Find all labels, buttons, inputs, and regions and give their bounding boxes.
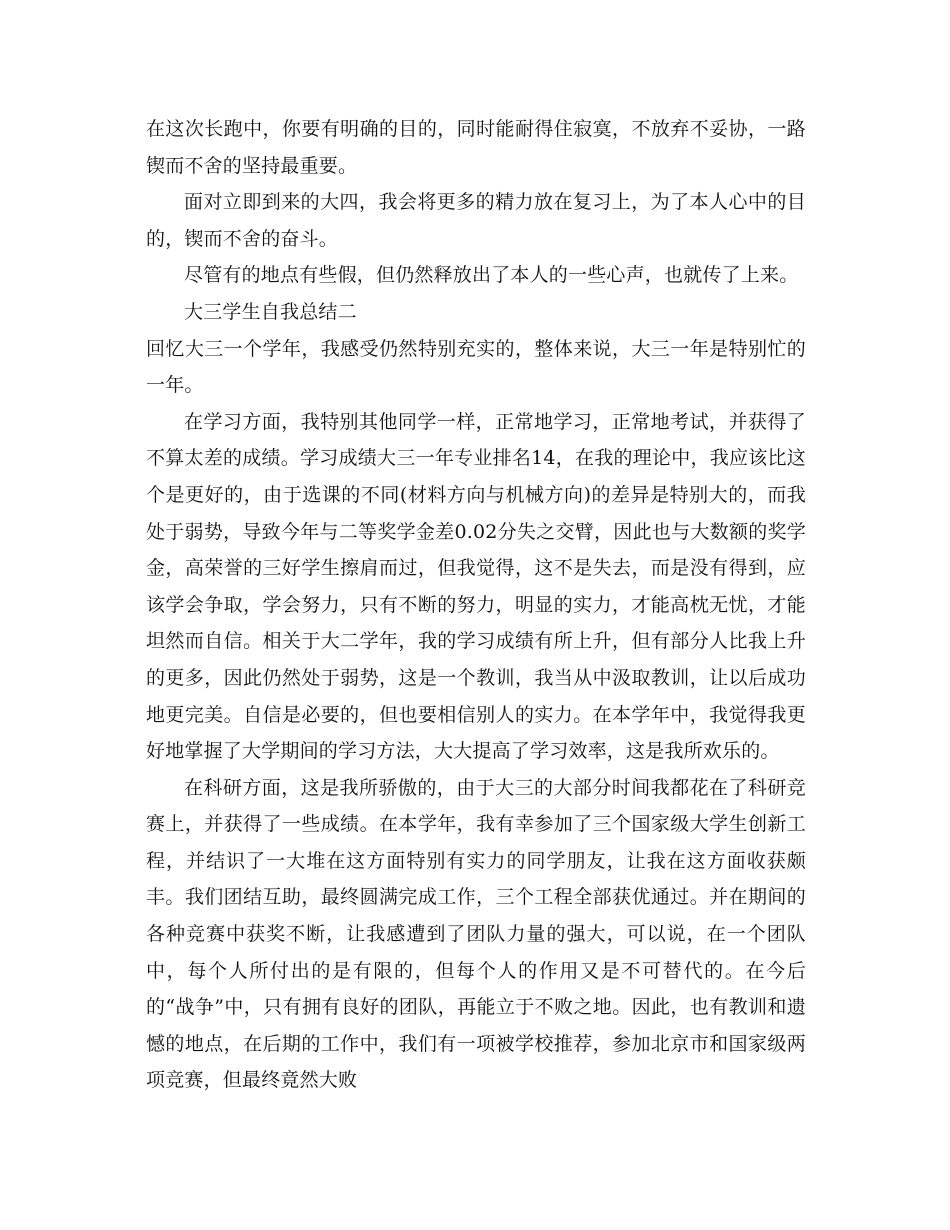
section-heading: 大三学生自我总结二 bbox=[184, 300, 357, 323]
paragraph-3: 尽管有的地点有些假，但仍然释放出了本人的一些心声，也就传了上来。 bbox=[184, 264, 799, 287]
document-body bbox=[146, 111, 806, 1099]
paragraph-research: 在科研方面，这是我所骄傲的，由于大三的大部分时间我都花在了科研竞赛上，并获得了一些成绩。在本学年，我有幸参加了三个国家级大学生创新工程，并结识了一大堆在这方面特别有实力的同学朋友，让我在这方面收获颇丰。我们团结互助，最终圆满完成工作，三个工程全部获优通过。并在期间的各种竞赛中获奖不断，让我感遭到了团队力量的强大，可以说，在一个团队中，每个人所付出的是有限的，但每个人的作用又是不可替代的。在今后的“战争”中，只有拥有良好的团队，再能立于不败之地。因此，也有教训和遗憾的地点，在后期的工作中，我们有一项被学校推荐，参加北京市和国家级两项竞赛，但最终竟然大败 bbox=[146, 776, 806, 1092]
paragraph-study: 在学习方面，我特别其他同学一样，正常地学习，正常地考试，并获得了不算太差的成绩。学习成绩大三一年专业排名14，在我的理论中，我应该比这个是更好的，由于选课的不同(材料方向与机械方向)的差异是特别大的，而我处于弱势，导致今年与二等奖学金差0.02分失之交臂，因此也与大数额的奖学金，高荣誉的三好学生擦肩而过，但我觉得，这不是失去，而是没有得到，应该学会争取，学会努力，只有不断的努力，明显的实力，才能高枕无忧，才能坦然而自信。相关于大二学年，我的学习成绩有所上升，但有部分人比我上升的更多，因此仍然处于弱势，这是一个教训，我当从中汲取教训，让以后成功地更完美。自信是必要的，但也要相信别人的实力。在本学年中，我觉得我更好地掌握了大学期间的学习方法，大大提高了学习效率，这是我所欢乐的。 bbox=[146, 410, 806, 763]
paragraph-1: 在这次长跑中，你要有明确的目的，同时能耐得住寂寞，不放弃不妥协，一路锲而不舍的坚持最重要。 bbox=[146, 118, 806, 177]
paragraph-2: 面对立即到来的大四，我会将更多的精力放在复习上，为了本人心中的目的，锲而不舍的奋斗。 bbox=[146, 191, 806, 250]
paragraph-4: 回忆大三一个学年，我感受仍然特别充实的，整体来说，大三一年是特别忙的一年。 bbox=[146, 337, 806, 397]
